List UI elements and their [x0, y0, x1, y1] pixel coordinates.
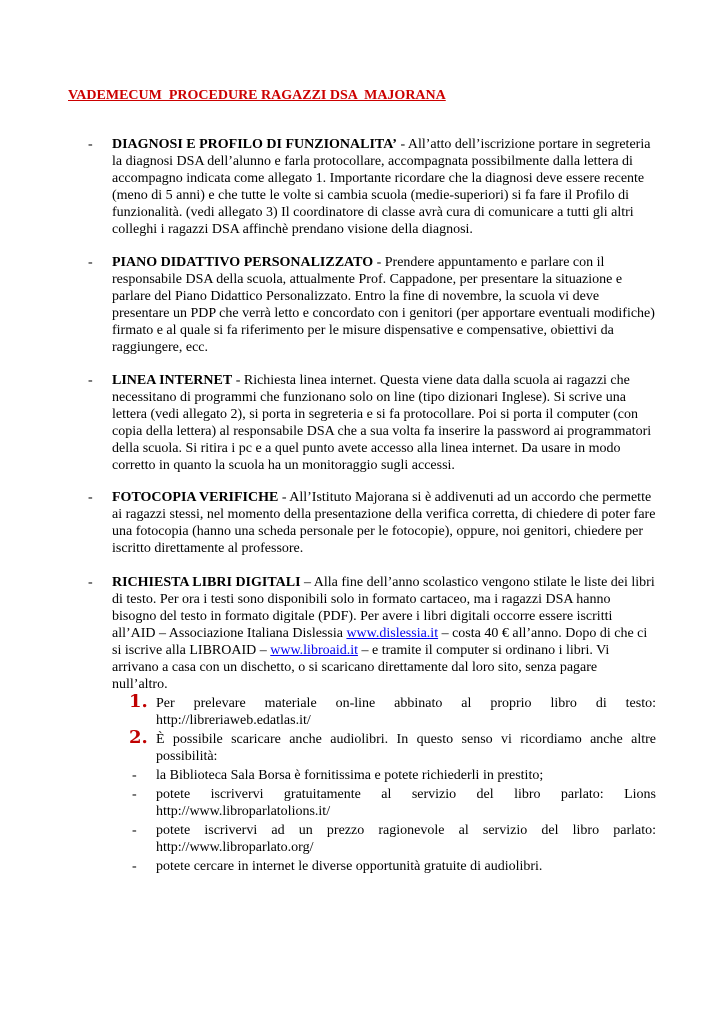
dashed-item-text: potete iscrivervi ad un prezzo ragionevole al servizio del libro parlato: http://www.libroparlato.org/ [156, 823, 656, 855]
dashed-item [112, 858, 656, 875]
dashed-item-text: potete cercare in internet le diverse opportunità gratuite di audiolibri. [156, 859, 543, 874]
section-heading: RICHIESTA LIBRI DIGITALI [112, 575, 301, 590]
document-title: VADEMECUM PROCEDURE RAGAZZI DSA MAJORANA [68, 88, 446, 103]
section-diagnosi [88, 136, 656, 238]
section-body [112, 254, 656, 356]
numbered-item-text: È possibile scaricare anche audiolibri. In questo senso vi ricordiamo anche altre possibilità: [156, 732, 656, 764]
section-libri-digitali [88, 574, 656, 875]
bullet-dash: - [88, 255, 93, 270]
dashed-item [112, 786, 656, 820]
numbered-item [112, 691, 656, 729]
numbered-item [112, 727, 656, 765]
section-text: - Prendere appuntamento e parlare con il responsabile DSA della scuola, attualmente Prof. Cappadone, per presentare la situazione e parlare del Piano Didattico Personalizzato. Entro la fine di novembre, la scuola vi deve presentare un PDP che verrà letto e concordato con i genitori (per apportare eventuali modifiche) firmato e al quale si fa riferimento per le misure dispensative e compensative, obiettivi da raggiungere, ecc. [112, 255, 655, 355]
dash-marker: - [132, 768, 137, 783]
bullet-dash: - [88, 373, 93, 388]
dash-marker: - [132, 823, 137, 838]
number-marker: 1. [129, 691, 148, 712]
section-text: - All’atto dell’iscrizione portare in segreteria la diagnosi DSA dell’alunno e farla protocollare, accompagnata possibilmente dalla lettera di accompagno indicata come allegato 1. Importante ricordare che la diagnosi deve essere recente (meno di 5 anni) e che tutte le volte si cambia scuola (medie-superiori) si fa fare il Profilo di funzionalità. (vedi allegato 3) Il coordinatore di classe avrà cura di comunicare a tutti gli altri colleghi i ragazzi DSA affinchè prendano visione della diagnosi. [112, 137, 651, 237]
dash-marker: - [132, 859, 137, 874]
libroaid-link[interactable]: www.libroaid.it [270, 643, 358, 658]
section-body [112, 574, 656, 693]
dashed-item-text: potete iscrivervi gratuitamente al servizio del libro parlato: Lions http://www.libroparlatolions.it/ [156, 787, 656, 819]
dislessia-link[interactable]: www.dislessia.it [346, 626, 439, 641]
section-text: – Alla fine dell’anno scolastico vengono stilate le liste dei libri di testo. Per ora i testi sono disponibili solo in formato cartaceo, ma i ragazzi DSA hanno bisogno del testo in formato digitale (PDF). Per avere i libri digitali occorre essere iscritti all’AID – Associazione Italiana Dislessia [112, 575, 655, 641]
section-text: - All’Istituto Majorana si è addivenuti ad un accordo che permette ai ragazzi stessi, nel momento della presentazione della verifica corretta, di chiedere di poter fare una fotocopia (hanno una scheda personale per le fotocopie), oppure, noi genitori, chiedere per iscritto direttamente al professore. [112, 490, 656, 556]
bullet-dash: - [88, 137, 93, 152]
bullet-dash: - [88, 575, 93, 590]
section-text: – costa 40 € all’anno. Dopo di che ci si iscrive alla LIBROAID – [112, 626, 648, 658]
dashed-item-text: la Biblioteca Sala Borsa è fornitissima e potete richiederli in prestito; [156, 768, 544, 783]
section-body [112, 372, 656, 474]
section-heading: PIANO DIDATTIVO PERSONALIZZATO [112, 255, 374, 270]
section-pdp [88, 254, 656, 356]
numbered-item-text: Per prelevare materiale on-line abbinato al proprio libro di testo: http://libreriaweb.edatlas.it/ [156, 696, 656, 728]
dashed-item [112, 822, 656, 856]
section-linea-internet [88, 372, 656, 474]
section-fotocopia [88, 489, 656, 557]
dash-marker: - [132, 787, 137, 802]
dashed-item [112, 767, 656, 784]
section-text: - Richiesta linea internet. Questa viene data dalla scuola ai ragazzi che necessitano di programmi che funzionano solo on line (tipo dizionari Inglese). Si scrive una lettera (vedi allegato 2), si porta in segreteria e si fa protocollare. Poi si porta il computer (con copia della lettera) al responsabile DSA che a sua volta fa inserire la password ai programmatori della scuola. Si ritira i pc e a quel punto avete accesso alla linea internet. Da usare in modo corretto in quanto la scuola ha un monitoraggio sugli accessi. [112, 373, 652, 473]
section-heading: LINEA INTERNET [112, 373, 233, 388]
section-body [112, 489, 656, 557]
section-heading: DIAGNOSI E PROFILO DI FUNZIONALITA’ [112, 137, 397, 152]
section-body [112, 136, 656, 238]
section-text: – e tramite il computer si ordinano i libri. Vi arrivano a casa con un dischetto, o si scaricano direttamente dal loro sito, senza pagare null’altro. [112, 643, 610, 692]
number-marker: 2. [129, 727, 148, 748]
section-heading: FOTOCOPIA VERIFICHE [112, 490, 279, 505]
bullet-dash: - [88, 490, 93, 505]
